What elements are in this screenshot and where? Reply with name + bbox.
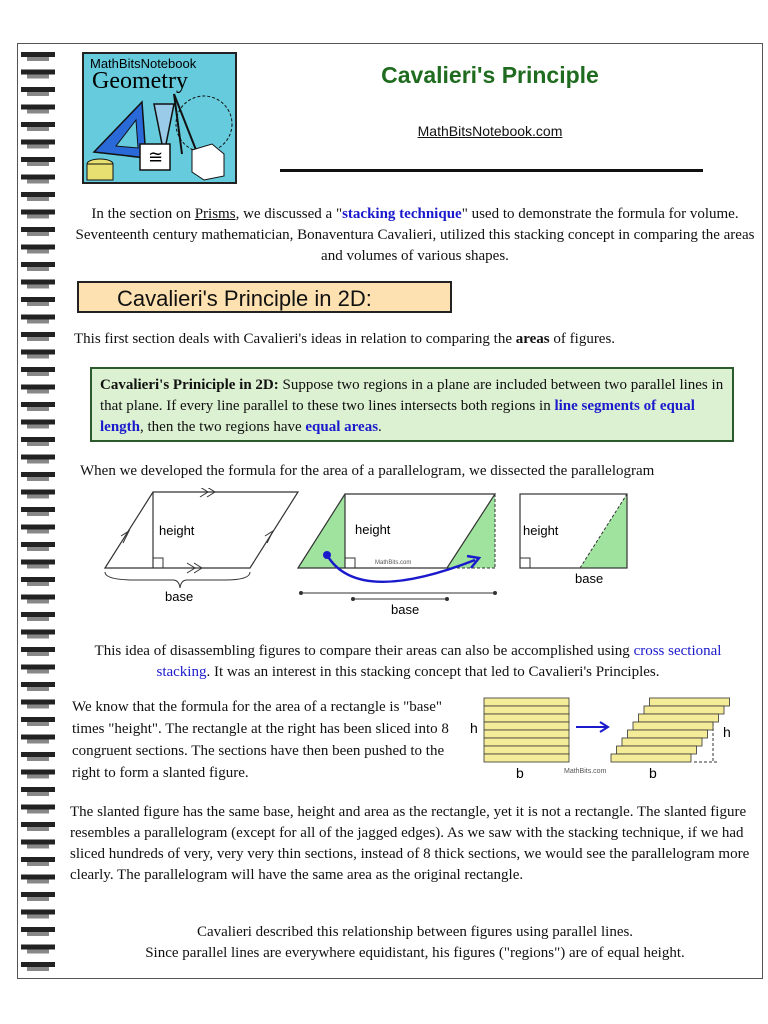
rectangle-paragraph: We know that the formula for the area of a rectangle is "base" times "height". The rectangle at the right has been sliced into 8 congruent sections. The sections have then been pushed to the right to form a slanted figure. bbox=[72, 699, 449, 781]
spiral-ring-shadow bbox=[27, 670, 49, 674]
spiral-ring-shadow bbox=[27, 180, 49, 184]
spiral-ring bbox=[21, 770, 55, 775]
spiral-ring-shadow bbox=[27, 530, 49, 534]
spiral-ring-shadow bbox=[27, 722, 49, 726]
spiral-ring-shadow bbox=[27, 705, 49, 709]
slanted-slice bbox=[633, 722, 713, 730]
spiral-ring bbox=[21, 227, 55, 232]
spiral-ring bbox=[21, 542, 55, 547]
slanted-slice bbox=[617, 746, 697, 754]
spiral-ring bbox=[21, 332, 55, 337]
spiral-ring-shadow bbox=[27, 302, 49, 306]
spiral-ring-shadow bbox=[27, 950, 49, 954]
spiral-ring bbox=[21, 595, 55, 600]
closing-line-1: Cavalieri described this relationship between figures using parallel lines. bbox=[196, 924, 634, 940]
spiral-ring bbox=[21, 717, 55, 722]
spiral-ring bbox=[21, 560, 55, 565]
page-title: Cavalieri's Principle bbox=[381, 62, 599, 88]
equal-areas-link[interactable]: equal areas bbox=[305, 419, 379, 435]
rectangle-slice bbox=[484, 738, 569, 746]
spiral-ring bbox=[21, 70, 55, 75]
spiral-ring bbox=[21, 910, 55, 915]
geometry-logo-icon[interactable] bbox=[82, 52, 237, 184]
spiral-ring bbox=[21, 192, 55, 197]
spiral-ring bbox=[21, 455, 55, 460]
disassemble-text-2: . It was an interest in this stacking concept that led to Cavalieri's Principles. bbox=[206, 664, 660, 680]
right-angle-3 bbox=[520, 558, 530, 568]
spiral-ring bbox=[21, 105, 55, 110]
spiral-ring bbox=[21, 490, 55, 495]
rectangle-slice bbox=[484, 706, 569, 714]
spiral-ring-shadow bbox=[27, 267, 49, 271]
spiral-ring-shadow bbox=[27, 845, 49, 849]
spiral-ring-shadow bbox=[27, 635, 49, 639]
spiral-ring bbox=[21, 875, 55, 880]
spiral-ring bbox=[21, 857, 55, 862]
spiral-ring bbox=[21, 647, 55, 652]
spiral-ring bbox=[21, 297, 55, 302]
spiral-ring-shadow bbox=[27, 285, 49, 289]
rectangle-slice bbox=[484, 722, 569, 730]
definition-text-1: Suppose two regions in a plane are included between two parallel lines in that plane. If every line parallel to these two lines intersects both regions in bbox=[100, 377, 724, 414]
rectangle-slice bbox=[484, 714, 569, 722]
spiral-ring-shadow bbox=[27, 687, 49, 691]
spiral-ring-shadow bbox=[27, 442, 49, 446]
spiral-ring bbox=[21, 507, 55, 512]
spiral-ring-shadow bbox=[27, 337, 49, 341]
first-section-paragraph bbox=[74, 329, 754, 350]
spiral-ring-shadow bbox=[27, 355, 49, 359]
spiral-ring bbox=[21, 245, 55, 250]
title-rule bbox=[280, 169, 703, 172]
rectangle-slice bbox=[484, 730, 569, 738]
spiral-ring-shadow bbox=[27, 512, 49, 516]
spiral-ring bbox=[21, 402, 55, 407]
stacking-figure bbox=[466, 692, 756, 784]
spiral-ring bbox=[21, 735, 55, 740]
spiral-ring bbox=[21, 157, 55, 162]
spiral-ring bbox=[21, 52, 55, 57]
spiral-ring bbox=[21, 962, 55, 967]
intro-paragraph bbox=[72, 204, 758, 267]
spiral-ring-shadow bbox=[27, 565, 49, 569]
cross-sectional-stacking-link[interactable]: cross sectional stacking bbox=[156, 643, 722, 680]
h-label-right: h bbox=[723, 724, 731, 740]
spiral-ring-shadow bbox=[27, 460, 49, 464]
intro-text-2: , we discussed a " bbox=[235, 206, 343, 222]
spiral-ring-shadow bbox=[27, 880, 49, 884]
spiral-ring bbox=[21, 927, 55, 932]
spiral-ring-shadow bbox=[27, 250, 49, 254]
watermark-1: MathBits.com bbox=[375, 560, 412, 566]
spiral-ring-shadow bbox=[27, 932, 49, 936]
spiral-ring-shadow bbox=[27, 425, 49, 429]
base-label-2: base bbox=[391, 602, 420, 617]
spiral-ring-shadow bbox=[27, 477, 49, 481]
spiral-ring bbox=[21, 822, 55, 827]
line-segments-link[interactable]: line segments of equal length bbox=[100, 398, 695, 435]
spiral-ring bbox=[21, 420, 55, 425]
spiral-ring-shadow bbox=[27, 547, 49, 551]
areas-bold: areas bbox=[515, 331, 550, 347]
spiral-ring bbox=[21, 700, 55, 705]
base-dot-b2 bbox=[445, 597, 449, 601]
parallelogram-1 bbox=[105, 492, 298, 568]
shaded-triangle-rect bbox=[580, 494, 627, 568]
spiral-ring bbox=[21, 840, 55, 845]
slanted-slice bbox=[611, 754, 691, 762]
spiral-ring bbox=[21, 472, 55, 477]
spiral-ring-shadow bbox=[27, 915, 49, 919]
rectangle-slice bbox=[484, 754, 569, 762]
spiral-ring bbox=[21, 367, 55, 372]
spiral-ring bbox=[21, 787, 55, 792]
spiral-ring-shadow bbox=[27, 792, 49, 796]
spiral-ring-shadow bbox=[27, 775, 49, 779]
spiral-ring bbox=[21, 945, 55, 950]
spiral-ring-shadow bbox=[27, 215, 49, 219]
intro-text-3: " used to demonstrate the formula for volume. Seventeenth century mathematician, Bonaventura Cavalieri, utilized this stacking concept in comparing the areas and volumes of various shapes. bbox=[75, 206, 755, 264]
intro-text-1: In the section on bbox=[91, 206, 195, 222]
stacking-technique-link[interactable]: stacking technique bbox=[342, 206, 462, 222]
spiral-ring-shadow bbox=[27, 740, 49, 744]
spiral-ring bbox=[21, 280, 55, 285]
rectangle-slice bbox=[484, 746, 569, 754]
right-angle-2 bbox=[345, 558, 355, 568]
logo-big-text: Geometry bbox=[92, 68, 188, 94]
spiral-ring-shadow bbox=[27, 92, 49, 96]
height-label-3: height bbox=[523, 523, 559, 538]
b-label-left: b bbox=[516, 765, 524, 781]
spiral-ring bbox=[21, 682, 55, 687]
disassemble-paragraph bbox=[76, 641, 740, 683]
spiral-ring-shadow bbox=[27, 407, 49, 411]
definition-lead: Cavalieri's Priniciple in 2D: bbox=[100, 377, 279, 393]
base-dot-b1 bbox=[351, 597, 355, 601]
slanted-paragraph: The slanted figure has the same base, height and area as the rectangle, yet it is not a rectangle. The slanted figure resembles a parallelogram (except for all of the jagged edges). As we saw with the stacking technique, if we had sliced hundreds of very, very very thin sections, instead of 8 thick sections, we would see the parallelogram more clearly. The parallelogram will have the same area as the original rectangle. bbox=[70, 804, 750, 883]
base-dot-a1 bbox=[299, 591, 303, 595]
spiral-ring-shadow bbox=[27, 75, 49, 79]
section-heading-2d: Cavalieri's Principle in 2D: bbox=[77, 281, 452, 313]
spiral-ring-shadow bbox=[27, 967, 49, 971]
spiral-ring bbox=[21, 87, 55, 92]
prisms-link[interactable]: Prisms bbox=[194, 206, 236, 222]
spiral-ring-shadow bbox=[27, 652, 49, 656]
spiral-ring-shadow bbox=[27, 582, 49, 586]
height-label-2: height bbox=[355, 522, 391, 537]
base-label-3: base bbox=[575, 571, 604, 586]
base-dot-a2 bbox=[493, 591, 497, 595]
rectangle-slice bbox=[484, 698, 569, 706]
spiral-ring-shadow bbox=[27, 127, 49, 131]
spiral-ring bbox=[21, 630, 55, 635]
slanted-slice bbox=[628, 730, 708, 738]
spiral-ring-shadow bbox=[27, 162, 49, 166]
svg-text:≅: ≅ bbox=[148, 147, 164, 168]
spiral-ring bbox=[21, 140, 55, 145]
spiral-ring-shadow bbox=[27, 827, 49, 831]
spiral-ring bbox=[21, 805, 55, 810]
spiral-ring-shadow bbox=[27, 862, 49, 866]
spiral-ring bbox=[21, 385, 55, 390]
closing-line-2: Since parallel lines are everywhere equidistant, his figures ("regions") are of equal height. bbox=[145, 945, 685, 961]
disassemble-text-1: This idea of disassembling figures to compare their areas can also be accomplished using bbox=[94, 643, 634, 659]
spiral-ring bbox=[21, 892, 55, 897]
base-brace bbox=[105, 572, 250, 588]
slanted-slice bbox=[639, 714, 719, 722]
spiral-ring bbox=[21, 315, 55, 320]
definition-box bbox=[90, 367, 734, 442]
spiral-ring-shadow bbox=[27, 897, 49, 901]
spiral-ring bbox=[21, 437, 55, 442]
spiral-ring-shadow bbox=[27, 110, 49, 114]
spiral-ring-shadow bbox=[27, 57, 49, 61]
spiral-ring-shadow bbox=[27, 145, 49, 149]
base-label-1: base bbox=[165, 589, 194, 604]
spiral-ring bbox=[21, 262, 55, 267]
spiral-ring-shadow bbox=[27, 197, 49, 201]
spiral-ring bbox=[21, 577, 55, 582]
spiral-ring bbox=[21, 525, 55, 530]
parallelogram-paragraph: When we developed the formula for the area of a parallelogram, we dissected the parallelogram bbox=[80, 463, 655, 479]
spiral-ring bbox=[21, 612, 55, 617]
parallelogram-dissection-figure bbox=[95, 488, 755, 623]
spiral-ring-shadow bbox=[27, 757, 49, 761]
spiral-ring-shadow bbox=[27, 495, 49, 499]
spiral-ring-shadow bbox=[27, 617, 49, 621]
spiral-ring-shadow bbox=[27, 232, 49, 236]
slanted-slice bbox=[644, 706, 724, 714]
definition-text-2: , then the two regions have bbox=[140, 419, 306, 435]
slanted-slice bbox=[622, 738, 702, 746]
spiral-binding-icon bbox=[19, 48, 59, 974]
spiral-ring-shadow bbox=[27, 390, 49, 394]
spiral-ring bbox=[21, 665, 55, 670]
slanted-slice bbox=[650, 698, 730, 706]
right-angle-1 bbox=[153, 558, 163, 568]
spiral-ring bbox=[21, 752, 55, 757]
spiral-ring bbox=[21, 210, 55, 215]
first-section-text-1: This first section deals with Cavalieri's ideas in relation to comparing the bbox=[74, 331, 516, 347]
definition-text-3: . bbox=[378, 419, 382, 435]
closing-paragraph bbox=[72, 922, 758, 964]
h-label-left: h bbox=[470, 720, 478, 736]
spiral-ring bbox=[21, 175, 55, 180]
spiral-ring-shadow bbox=[27, 600, 49, 604]
spiral-ring-shadow bbox=[27, 810, 49, 814]
b-label-right: b bbox=[649, 765, 657, 781]
site-link[interactable]: MathBitsNotebook.com bbox=[417, 123, 563, 139]
spiral-ring bbox=[21, 350, 55, 355]
spiral-ring-shadow bbox=[27, 372, 49, 376]
watermark-2: MathBits.com bbox=[564, 768, 607, 775]
spiral-ring-shadow bbox=[27, 320, 49, 324]
first-section-text-2: of figures. bbox=[549, 331, 616, 347]
logo-small-text: MathBitsNotebook bbox=[90, 56, 197, 71]
height-label-1: height bbox=[159, 523, 195, 538]
spiral-ring bbox=[21, 122, 55, 127]
